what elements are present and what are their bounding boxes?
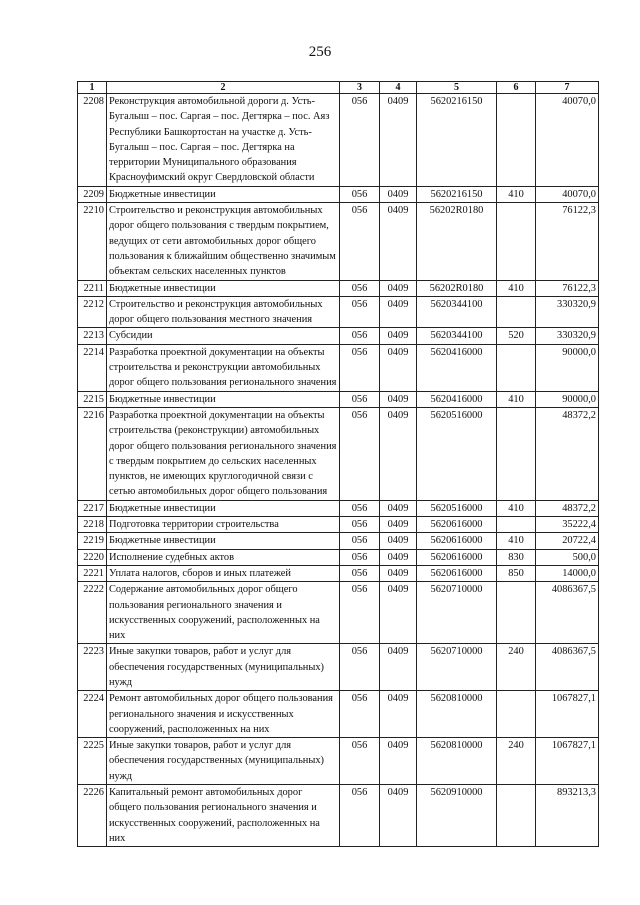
- row-number: 2212: [78, 296, 107, 328]
- row-target-code: 56202R0180: [417, 203, 497, 280]
- table-row: [78, 785, 599, 847]
- row-section-code: 0409: [380, 500, 417, 516]
- row-number: 2218: [78, 517, 107, 533]
- row-section-code: 0409: [380, 738, 417, 785]
- row-amount: 1067827,1: [536, 691, 599, 738]
- row-amount: 1067827,1: [536, 738, 599, 785]
- row-amount: 90000,0: [536, 344, 599, 391]
- row-ministry-code: 056: [340, 517, 380, 533]
- column-header: 7: [536, 82, 599, 94]
- row-ministry-code: 056: [340, 500, 380, 516]
- row-target-code: 56202R0180: [417, 280, 497, 296]
- row-expense-type: [497, 344, 536, 391]
- table-row: [78, 517, 599, 533]
- column-header: 5: [417, 82, 497, 94]
- row-expense-type: [497, 691, 536, 738]
- table-row: [78, 186, 599, 202]
- row-target-code: 5620710000: [417, 582, 497, 644]
- table-row: [78, 582, 599, 644]
- row-expense-type: [497, 785, 536, 847]
- row-target-code: 5620810000: [417, 738, 497, 785]
- row-number: 2213: [78, 328, 107, 344]
- row-name: Содержание автомобильных дорог общего пользования регионального значения и искусственных сооружений, расположенных на них: [107, 582, 340, 644]
- row-expense-type: [497, 203, 536, 280]
- table-body: [78, 94, 599, 847]
- row-amount: 48372,2: [536, 500, 599, 516]
- row-amount: 40070,0: [536, 186, 599, 202]
- row-amount: 20722,4: [536, 533, 599, 549]
- row-section-code: 0409: [380, 582, 417, 644]
- row-name: Бюджетные инвестиции: [107, 280, 340, 296]
- row-target-code: 5620216150: [417, 186, 497, 202]
- row-amount: 35222,4: [536, 517, 599, 533]
- row-section-code: 0409: [380, 549, 417, 565]
- row-target-code: 5620616000: [417, 533, 497, 549]
- page-number: 256: [308, 44, 332, 60]
- table-row: [78, 328, 599, 344]
- row-target-code: 5620910000: [417, 785, 497, 847]
- row-expense-type: [497, 517, 536, 533]
- row-name: Строительство и реконструкция автомобильных дорог общего пользования местного значения: [107, 296, 340, 328]
- row-number: 2210: [78, 203, 107, 280]
- row-name: Бюджетные инвестиции: [107, 186, 340, 202]
- table-row: [78, 407, 599, 500]
- row-section-code: 0409: [380, 203, 417, 280]
- row-number: 2223: [78, 644, 107, 691]
- row-target-code: 5620516000: [417, 407, 497, 500]
- table-header-row: [78, 82, 599, 94]
- row-amount: 4086367,5: [536, 644, 599, 691]
- row-ministry-code: 056: [340, 644, 380, 691]
- row-amount: 90000,0: [536, 391, 599, 407]
- row-name: Разработка проектной документации на объекты строительства и реконструкции автомобильных дорог общего пользования регионального значения: [107, 344, 340, 391]
- row-ministry-code: 056: [340, 328, 380, 344]
- row-amount: 48372,2: [536, 407, 599, 500]
- table-row: [78, 94, 599, 187]
- row-amount: 76122,3: [536, 203, 599, 280]
- row-name: Субсидии: [107, 328, 340, 344]
- row-name: Бюджетные инвестиции: [107, 500, 340, 516]
- row-ministry-code: 056: [340, 407, 380, 500]
- row-ministry-code: 056: [340, 691, 380, 738]
- row-target-code: 5620344100: [417, 296, 497, 328]
- row-section-code: 0409: [380, 785, 417, 847]
- row-expense-type: 520: [497, 328, 536, 344]
- row-expense-type: 850: [497, 565, 536, 581]
- table-row: [78, 203, 599, 280]
- row-ministry-code: 056: [340, 785, 380, 847]
- row-section-code: 0409: [380, 517, 417, 533]
- row-amount: 14000,0: [536, 565, 599, 581]
- row-ministry-code: 056: [340, 738, 380, 785]
- table-row: [78, 644, 599, 691]
- row-target-code: 5620416000: [417, 344, 497, 391]
- row-number: 2209: [78, 186, 107, 202]
- row-ministry-code: 056: [340, 344, 380, 391]
- row-amount: 4086367,5: [536, 582, 599, 644]
- column-header: 2: [107, 82, 340, 94]
- table-row: [78, 296, 599, 328]
- row-ministry-code: 056: [340, 280, 380, 296]
- row-expense-type: 410: [497, 500, 536, 516]
- column-header: 6: [497, 82, 536, 94]
- row-name: Разработка проектной документации на объекты строительства (реконструкции) автомобильных дорог общего пользования регионального значения с твердым покрытием до сельских населенных пунктов, не имеющих круглогодичной связи с сетью автомобильных дорог общего пользования: [107, 407, 340, 500]
- row-expense-type: [497, 407, 536, 500]
- row-section-code: 0409: [380, 691, 417, 738]
- row-expense-type: 410: [497, 186, 536, 202]
- row-ministry-code: 056: [340, 391, 380, 407]
- row-amount: 330320,9: [536, 328, 599, 344]
- table-row: [78, 280, 599, 296]
- row-name: Строительство и реконструкция автомобильных дорог общего пользования с твердым покрытием, ведущих от сети автомобильных дорог общего пользования к ближайшим общественно значимым объектам сельских населенных пунктов: [107, 203, 340, 280]
- row-name: Ремонт автомобильных дорог общего пользования регионального значения и искусственных сооружений, расположенных на них: [107, 691, 340, 738]
- row-amount: 76122,3: [536, 280, 599, 296]
- row-ministry-code: 056: [340, 186, 380, 202]
- row-expense-type: 830: [497, 549, 536, 565]
- row-target-code: 5620344100: [417, 328, 497, 344]
- row-amount: 40070,0: [536, 94, 599, 187]
- row-name: Исполнение судебных актов: [107, 549, 340, 565]
- row-number: 2211: [78, 280, 107, 296]
- row-name: Уплата налогов, сборов и иных платежей: [107, 565, 340, 581]
- row-number: 2222: [78, 582, 107, 644]
- row-section-code: 0409: [380, 94, 417, 187]
- row-target-code: 5620616000: [417, 565, 497, 581]
- table-row: [78, 691, 599, 738]
- row-number: 2224: [78, 691, 107, 738]
- row-expense-type: 410: [497, 280, 536, 296]
- row-number: 2208: [78, 94, 107, 187]
- row-expense-type: 410: [497, 391, 536, 407]
- row-expense-type: 240: [497, 644, 536, 691]
- row-ministry-code: 056: [340, 203, 380, 280]
- row-expense-type: [497, 296, 536, 328]
- row-section-code: 0409: [380, 644, 417, 691]
- row-name: Бюджетные инвестиции: [107, 391, 340, 407]
- table-row: [78, 344, 599, 391]
- row-amount: 330320,9: [536, 296, 599, 328]
- row-ministry-code: 056: [340, 296, 380, 328]
- row-section-code: 0409: [380, 391, 417, 407]
- row-target-code: 5620616000: [417, 549, 497, 565]
- row-ministry-code: 056: [340, 549, 380, 565]
- row-section-code: 0409: [380, 296, 417, 328]
- table-row: [78, 565, 599, 581]
- row-target-code: 5620616000: [417, 517, 497, 533]
- row-ministry-code: 056: [340, 582, 380, 644]
- table-row: [78, 500, 599, 516]
- table-row: [78, 533, 599, 549]
- row-amount: 893213,3: [536, 785, 599, 847]
- row-section-code: 0409: [380, 533, 417, 549]
- row-section-code: 0409: [380, 565, 417, 581]
- row-target-code: 5620810000: [417, 691, 497, 738]
- row-section-code: 0409: [380, 328, 417, 344]
- row-name: Иные закупки товаров, работ и услуг для обеспечения государственных (муниципальных) нужд: [107, 644, 340, 691]
- table-row: [78, 391, 599, 407]
- row-expense-type: [497, 582, 536, 644]
- row-name: Бюджетные инвестиции: [107, 533, 340, 549]
- row-section-code: 0409: [380, 280, 417, 296]
- row-target-code: 5620516000: [417, 500, 497, 516]
- table-row: [78, 738, 599, 785]
- row-name: Капитальный ремонт автомобильных дорог общего пользования регионального значения и искусственных сооружений, расположенных на них: [107, 785, 340, 847]
- row-name: Иные закупки товаров, работ и услуг для обеспечения государственных (муниципальных) нужд: [107, 738, 340, 785]
- row-target-code: 5620416000: [417, 391, 497, 407]
- row-expense-type: 410: [497, 533, 536, 549]
- row-target-code: 5620216150: [417, 94, 497, 187]
- row-number: 2216: [78, 407, 107, 500]
- row-section-code: 0409: [380, 407, 417, 500]
- row-number: 2221: [78, 565, 107, 581]
- row-expense-type: 240: [497, 738, 536, 785]
- column-header: 4: [380, 82, 417, 94]
- row-number: 2214: [78, 344, 107, 391]
- row-number: 2225: [78, 738, 107, 785]
- row-ministry-code: 056: [340, 533, 380, 549]
- row-ministry-code: 056: [340, 94, 380, 187]
- budget-table: [77, 81, 599, 847]
- row-number: 2217: [78, 500, 107, 516]
- column-header: 3: [340, 82, 380, 94]
- row-number: 2215: [78, 391, 107, 407]
- row-name: Подготовка территории строительства: [107, 517, 340, 533]
- row-section-code: 0409: [380, 186, 417, 202]
- row-number: 2226: [78, 785, 107, 847]
- row-expense-type: [497, 94, 536, 187]
- row-target-code: 5620710000: [417, 644, 497, 691]
- column-header: 1: [78, 82, 107, 94]
- row-number: 2220: [78, 549, 107, 565]
- row-name: Реконструкция автомобильной дороги д. Усть-Бугалыш – пос. Саргая – пос. Дегтярка – пос. Аяз Республики Башкортостан на участке д. Усть-Бугалыш – пос. Саргая – пос. Дегтярка на территории Муниципального образования Красноуфимский округ Свердловской области: [107, 94, 340, 187]
- row-amount: 500,0: [536, 549, 599, 565]
- row-number: 2219: [78, 533, 107, 549]
- row-ministry-code: 056: [340, 565, 380, 581]
- table-row: [78, 549, 599, 565]
- row-section-code: 0409: [380, 344, 417, 391]
